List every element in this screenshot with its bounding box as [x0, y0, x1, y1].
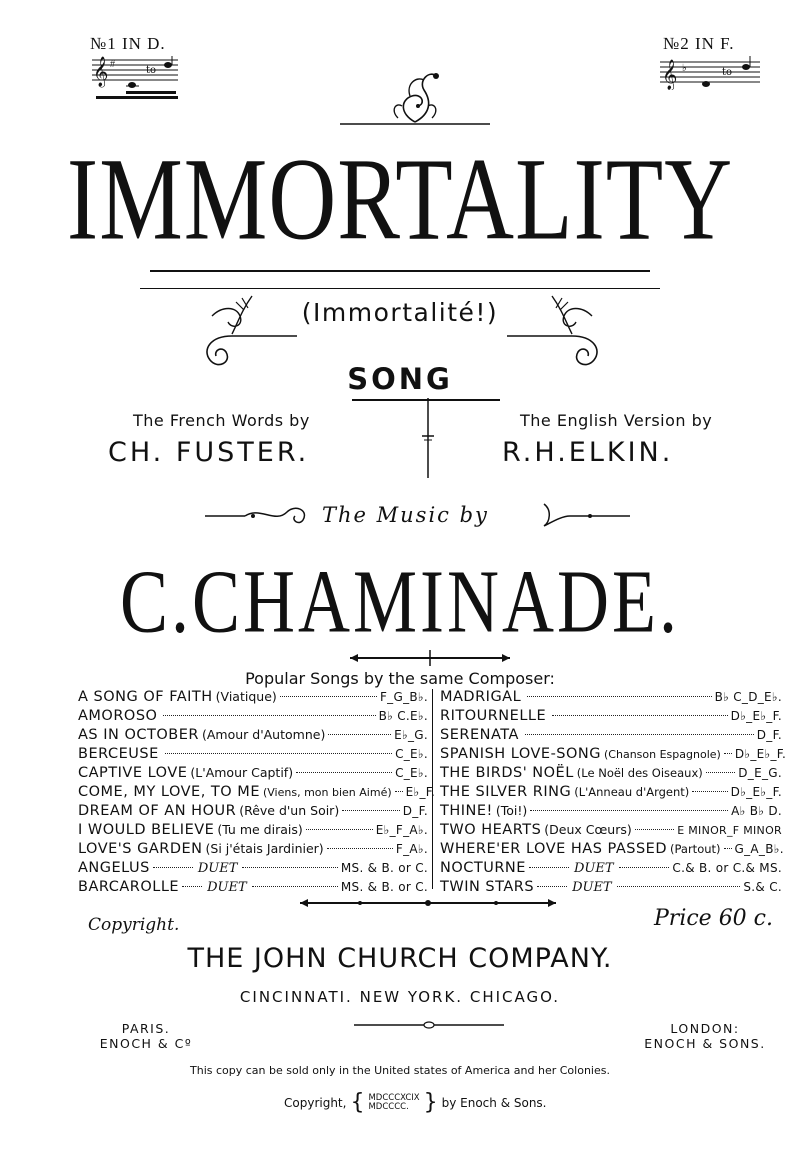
list-item: THE SILVER RING (L'Anneau d'Argent) D♭_E♭_F. — [440, 784, 782, 800]
list-divider-icon — [300, 896, 556, 910]
list-item: AS IN OCTOBER (Amour d'Automne) E♭_G. — [78, 727, 428, 743]
sale-notice: This copy can be sold only in the United states of America and her Colonies. — [190, 1064, 610, 1077]
copyright-label: Copyright. — [88, 915, 180, 935]
list-item: THINE! (Toi!) A♭ B♭ D. — [440, 803, 782, 819]
song-form: SONG — [347, 362, 453, 396]
music-by-flourish-right-icon — [540, 500, 630, 530]
agent-paris-city: PARIS. — [121, 1021, 171, 1036]
svg-text:♭: ♭ — [682, 63, 687, 74]
copyright-year-1: MDCCCXCIX — [368, 1093, 420, 1103]
list-item: COME, MY LOVE, TO ME (Viens, mon bien Aimé) E♭_F. — [78, 784, 436, 800]
list-item: TWIN STARS DUET S.& C. — [440, 879, 782, 895]
composer-name: C.CHAMINADE. — [119, 551, 680, 652]
list-item: BERCEUSE C_E♭. — [78, 746, 428, 762]
subtitle: (Immortalité!) — [301, 298, 499, 327]
price: Price 60 c. — [654, 906, 773, 931]
copyright-prefix: Copyright, — [284, 1096, 347, 1110]
copyright-years — [368, 1094, 419, 1112]
agent-paris — [86, 1021, 206, 1051]
list-item: TWO HEARTS (Deux Cœurs) E MINOR_F MINOR — [440, 822, 782, 838]
list-item: CAPTIVE LOVE (L'Amour Captif) C_E♭. — [78, 765, 428, 781]
copyright-brace-icon: { — [350, 1090, 365, 1115]
list-item: A SONG OF FAITH (Viatique) F_G_B♭. — [78, 689, 428, 705]
key-no1: №1 IN D. — [90, 34, 166, 53]
svg-text:𝄞: 𝄞 — [662, 60, 678, 90]
songs-column-divider — [432, 689, 433, 889]
title-rule-top — [150, 270, 650, 272]
svg-text:#: # — [110, 59, 116, 69]
copyright-suffix: by Enoch & Sons. — [441, 1096, 547, 1110]
list-item: I WOULD BELIEVE (Tu me dirais) E♭_F_A♭. — [78, 822, 428, 838]
top-flourish-icon — [340, 62, 490, 130]
copyright-brace-close-icon: } — [423, 1090, 438, 1115]
list-item: THE BIRDS' NOËL (Le Noël des Oiseaux) D_E_G. — [440, 765, 782, 781]
list-item: MADRIGAL B♭ C_D_E♭. — [440, 689, 782, 705]
agent-london-city: LONDON: — [670, 1021, 740, 1036]
staff-no2-icon — [660, 56, 760, 90]
key-no2: №2 IN F. — [663, 34, 735, 53]
english-version-label: The English Version by — [520, 411, 713, 430]
agent-london — [630, 1021, 780, 1051]
publisher-cities: CINCINNATI. NEW YORK. CHICAGO. — [239, 988, 561, 1006]
list-item: WHERE'ER LOVE HAS PASSED (Partout) G_A_B♭. — [440, 841, 784, 857]
list-item: LOVE'S GARDEN (Si j'étais Jardinier) F_A♭. — [78, 841, 428, 857]
composer-divider-icon — [350, 650, 510, 666]
page-title: IMMORTALITY — [66, 134, 734, 265]
list-item: BARCAROLLE DUET MS. & B. or C. — [78, 879, 428, 895]
agent-london-name: ENOCH & SONS. — [644, 1036, 766, 1051]
copyright-year-2: MDCCCC. — [368, 1102, 409, 1112]
popular-songs-heading: Popular Songs by the same Composer: — [245, 669, 555, 688]
list-item: ANGELUS DUET MS. & B. or C. — [78, 860, 428, 876]
credits-divider-icon — [420, 398, 436, 480]
copyright-line — [284, 1092, 547, 1114]
french-words-label: The French Words by — [133, 411, 310, 430]
staff-no1-icon — [92, 56, 182, 100]
publisher-name: THE JOHN CHURCH COMPANY. — [187, 943, 613, 974]
list-item: RITOURNELLE D♭_E♭_F. — [440, 708, 782, 724]
agent-paris-name: ENOCH & Cº — [99, 1036, 193, 1051]
list-item: SERENATA D_F. — [440, 727, 782, 743]
list-item: NOCTURNE DUET C.& B. or C.& MS. — [440, 860, 782, 876]
list-item: SPANISH LOVE-SONG (Chanson Espagnole) D♭_E♭_F. — [440, 746, 787, 762]
english-author: R.H.ELKIN. — [502, 437, 674, 468]
music-by-label: The Music by — [322, 503, 489, 527]
list-item: AMOROSO B♭ C.E♭. — [78, 708, 428, 724]
svg-text:to: to — [722, 67, 733, 78]
music-by-flourish-left-icon — [205, 500, 315, 530]
agents-divider-icon — [354, 1019, 504, 1031]
svg-text:𝄞: 𝄞 — [93, 57, 109, 87]
french-author: CH. FUSTER. — [108, 437, 310, 468]
list-item: DREAM OF AN HOUR (Rêve d'un Soir) D_F. — [78, 803, 428, 819]
svg-text:to: to — [146, 65, 157, 76]
